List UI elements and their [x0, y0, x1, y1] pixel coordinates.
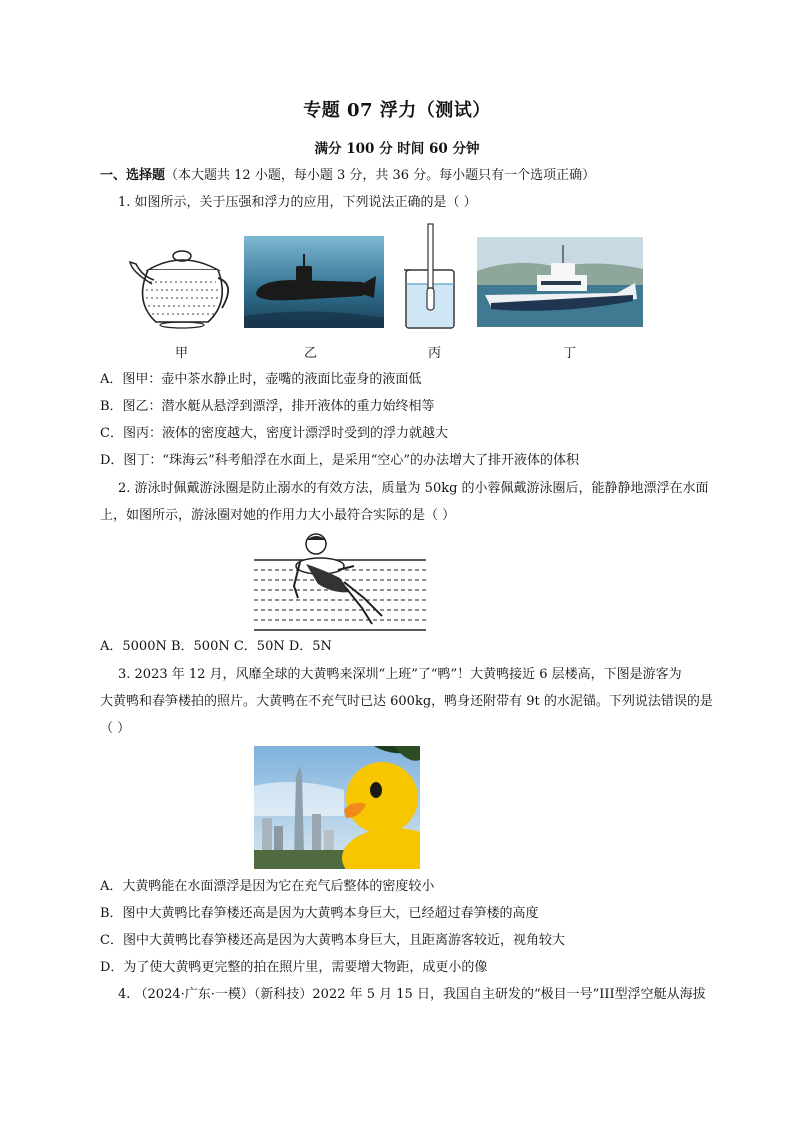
caption-jia: 甲 [175, 346, 189, 361]
q1-option-c: C．图丙：液体的密度越大，密度计漂浮时受到的浮力就越大 [100, 426, 448, 441]
q1-option-d: D．图丁：“珠海云”科考船浮在水面上，是采用“空心”的办法增大了排开液体的体积 [100, 453, 580, 468]
q1-stem: 1. 如图所示，关于压强和浮力的应用，下列说法正确的是（ ） [118, 195, 477, 210]
q3-stem-line2: 大黄鸭和春笋楼拍的照片。大黄鸭在不充气时已达 600kg，鸭身还附带有 9t 的水泥锚。下列说法错误的是 [100, 694, 713, 709]
q3-option-c: C．图中大黄鸭比春笋楼还高是因为大黄鸭本身巨大，且距离游客较近，视角较大 [100, 933, 565, 948]
q3-option-a: A．大黄鸭能在水面漂浮是因为它在充气后整体的密度较小 [100, 879, 435, 894]
hydrometer-figure [402, 222, 458, 332]
rubber-duck-photo [254, 746, 420, 869]
section-heading-row [100, 166, 595, 186]
q3-stem-line1: 3. 2023 年 12 月，风靡全球的大黄鸭来深圳“上班”了“鸭”！大黄鸭接近 6 层楼高，下图是游客为 [118, 667, 682, 682]
section-note: （本大题共 12 小题，每小题 3 分，共 36 分。每小题只有一个选项正确） [165, 168, 596, 183]
caption-bing: 丙 [428, 346, 442, 361]
q4-stem-line1: 4. （2024·广东·一模）（新科技）2022 年 5 月 15 日，我国自主研发的“极目一号”III型浮空艇从海拔 [118, 987, 706, 1002]
swimmer-figure [254, 532, 426, 632]
research-ship-photo [477, 237, 643, 327]
q2-options: A．5000N B．500N C．50N D．5N [100, 639, 332, 654]
q2-stem-line2: 上，如图所示，游泳圈对她的作用力大小最符合实际的是（ ） [100, 508, 456, 523]
q3-option-b: B．图中大黄鸭比春笋楼还高是因为大黄鸭本身巨大，已经超过春笋楼的高度 [100, 906, 539, 921]
page-subtitle: 满分 100 分 时间 60 分钟 [314, 141, 480, 157]
section-heading: 一、选择题 [100, 168, 166, 183]
caption-yi: 乙 [304, 346, 318, 361]
submarine-photo [244, 236, 384, 328]
q3-option-d: D．为了使大黄鸭更完整的拍在照片里，需要增大物距，成更小的像 [100, 960, 488, 975]
q1-option-a: A．图甲：壶中茶水静止时，壶嘴的液面比壶身的液面低 [100, 372, 422, 387]
q3-stem-line3: （ ） [100, 721, 131, 736]
caption-ding: 丁 [563, 346, 577, 361]
page-title: 专题 07 浮力（测试） [303, 100, 491, 121]
q2-stem-line1: 2. 游泳时佩戴游泳圈是防止溺水的有效方法，质量为 50kg 的小蓉佩戴游泳圈后，能静静地漂浮在水面 [118, 481, 709, 496]
q1-option-b: B．图乙：潜水艇从悬浮到漂浮，排开液体的重力始终相等 [100, 399, 435, 414]
teapot-figure [126, 242, 232, 332]
